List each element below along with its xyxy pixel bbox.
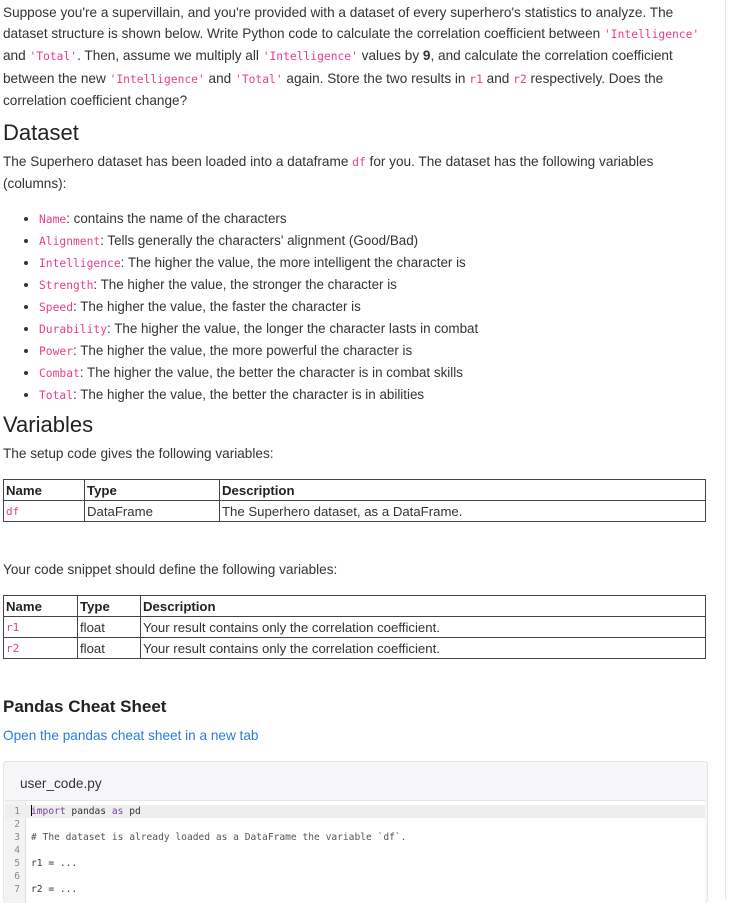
cheat-sheet-link[interactable]: Open the pandas cheat sheet in a new tab [3,728,259,743]
line-number: 1 [14,806,20,817]
column-name: Alignment [39,235,101,248]
code-r1: r1 [469,72,483,86]
dataset-heading: Dataset [3,120,79,145]
list-item [39,208,478,230]
column-desc: : contains the name of the characters [66,211,287,226]
list-item [39,296,478,318]
intro-text: values by [357,48,423,64]
intro-text: and [3,48,30,64]
line-number: 5 [14,858,20,869]
column-desc: : The higher the value, the stronger the character is [93,277,397,292]
code-total: 'Total' [29,50,78,64]
variable-type: DataFrame [85,501,220,522]
code-total: 'Total' [235,72,283,86]
code-line-content[interactable]: r2 = ... [31,884,78,895]
setup-variables-text: The setup code gives the following variables: [3,446,274,461]
dataset-desc-text: for you. The dataset has the following variables (columns): [3,154,654,191]
column-desc: : The higher the value, the faster the character is [73,299,361,314]
table-header-row [4,480,706,501]
code-df: df [352,156,366,169]
column-desc: : The higher the value, the better the character is in abilities [73,387,425,402]
column-name: Total [39,389,74,402]
code-editor[interactable] [5,800,705,903]
code-comment[interactable]: # The dataset is already loaded as a DataFrame the variable `df`. [31,832,407,843]
column-header: Name [4,596,78,617]
variable-description: Your result contains only the correlation coefficient. [141,638,706,659]
column-name: Strength [39,279,94,292]
code-token: pd [123,806,141,817]
variable-name: r1 [4,617,78,638]
variable-type: float [78,617,141,638]
table-row [4,638,706,659]
intro-text: respectively. Does the correlation coefficient change? [3,70,664,108]
page-right-border [725,0,726,899]
intro-text: Suppose you're a supervillain, and you're provided with a dataset of every superhero's statistics to analyze. The dataset structure is shown below. Write Python code to calculate the correlation coefficient between [3,5,674,42]
variable-name: df [4,501,85,522]
dataset-desc-text: The Superhero dataset has been loaded into a dataframe [3,154,353,169]
column-desc: : The higher the value, the more powerful the character is [73,343,413,358]
variables-heading: Variables [3,412,94,437]
code-intelligence: 'Intelligence' [109,72,205,86]
line-number: 6 [14,871,20,882]
intro-text: , and calculate the correlation coefficient between the new [3,48,673,86]
line-number: 2 [14,819,20,830]
variable-name: r2 [4,638,78,659]
line-number: 3 [14,832,20,843]
column-desc: : The higher the value, the longer the character lasts in combat [107,321,479,336]
column-desc: : Tells generally the characters' alignment (Good/Bad) [100,233,419,248]
column-name: Speed [39,301,74,314]
column-name: Durability [39,323,108,336]
dataset-description [3,151,703,194]
editor-filename: user_code.py [20,776,102,791]
column-header: Type [78,596,141,617]
list-item [39,318,478,340]
variable-type: float [78,638,141,659]
intro-text: and [204,70,236,86]
question-panel [3,0,709,743]
column-name: Combat [39,367,80,380]
define-variables-table [3,595,706,659]
variable-description: Your result contains only the correlation coefficient. [141,617,706,638]
list-item [39,384,478,406]
multiplier-value: 9 [422,48,431,64]
dataset-columns-list [25,208,478,406]
list-item [39,362,478,384]
column-header: Type [85,480,220,501]
setup-variables-table [3,479,706,522]
cheat-sheet-heading: Pandas Cheat Sheet [3,697,167,716]
code-line-content[interactable] [31,805,141,818]
intro-text: . Then, assume we multiply all [77,48,263,64]
line-number: 7 [14,884,20,895]
column-name: Intelligence [39,257,121,270]
keyword-import: import [31,806,66,817]
table-row [4,501,706,522]
list-item [39,252,478,274]
column-desc: : The higher the value, the better the character is in combat skills [79,365,463,380]
intro-text: and [482,70,514,86]
code-intelligence: 'Intelligence' [603,28,700,42]
code-r2: r2 [513,72,527,86]
list-item [39,274,478,296]
line-number: 4 [14,845,20,856]
column-header: Description [141,596,706,617]
column-name: Name [39,213,67,226]
column-name: Power [39,345,74,358]
column-desc: : The higher the value, the more intelligent the character is [120,255,466,270]
list-item [39,340,478,362]
define-variables-text: Your code snippet should define the following variables: [3,562,338,577]
question-intro [3,2,709,111]
code-token: pandas [65,806,112,817]
table-row [4,617,706,638]
column-header: Name [4,480,85,501]
intro-text: again. Store the two results in [282,70,470,86]
keyword-as: as [111,806,124,817]
column-header: Description [220,480,706,501]
code-editor-panel [3,761,708,903]
code-intelligence: 'Intelligence' [262,50,358,64]
list-item [39,230,478,252]
table-header-row [4,596,706,617]
variable-description: The Superhero dataset, as a DataFrame. [220,501,706,522]
code-line[interactable] [5,805,705,818]
code-line-content[interactable]: r1 = ... [31,858,78,869]
